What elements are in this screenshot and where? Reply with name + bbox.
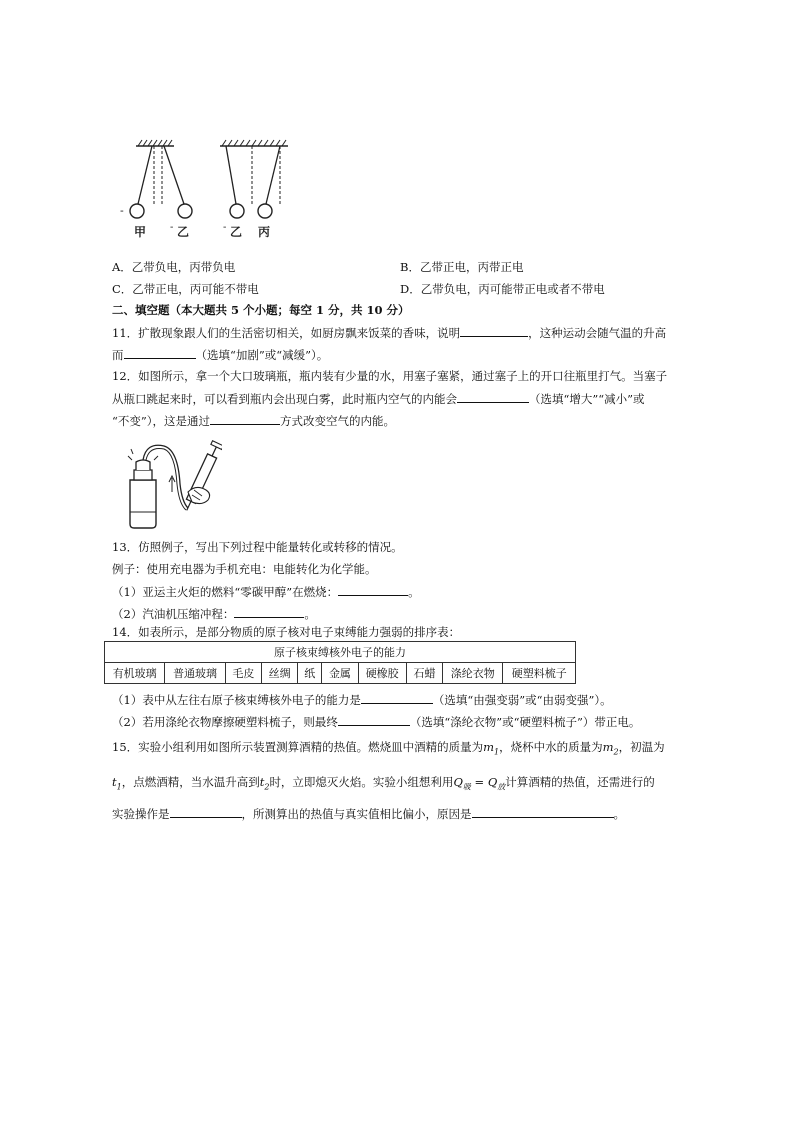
q13-item2-end: 。: [304, 607, 316, 621]
q13-item1: [112, 582, 420, 601]
q13-item2: [112, 604, 316, 623]
q15-m2: $m_2$: [602, 740, 619, 757]
table-row: [105, 663, 576, 684]
q12-line2: [112, 389, 645, 408]
section-2-title: 二、填空题（本大题共 5 个小题；每空 1 分，共 10 分）: [112, 303, 410, 317]
table-cell: 石蜡: [406, 663, 442, 684]
pendulum-label-yi-right: 乙: [230, 225, 243, 239]
table-cell: 金属: [322, 663, 358, 684]
q12-text-4: 方式改变空气的内能。: [280, 414, 396, 428]
q12-line3: [112, 411, 395, 430]
q13-item1-end: 。: [408, 585, 420, 599]
table-header: 原子核束缚核外电子的能力: [105, 642, 576, 663]
q14-item1-end: （选填“由强变弱”或“由弱变强”）。: [432, 693, 612, 707]
table-cell: 毛皮: [225, 663, 261, 684]
q15-text-9: 。: [613, 807, 625, 821]
q15-text-6: 计算酒精的热值，还需进行的: [505, 775, 655, 789]
q12-blank-1: [457, 389, 529, 403]
q11-text-2: ，这种运动会随气温的升高: [528, 326, 667, 340]
q12-text-2: （选填“增大”“减小”或: [529, 392, 645, 406]
q14-blank-1: [361, 690, 433, 704]
table-cell: 纸: [298, 663, 322, 684]
q15-t1: $t_1$: [112, 775, 122, 792]
q15-line3: [112, 804, 625, 823]
svg-text:-: -: [170, 222, 174, 233]
q11-line1: [112, 323, 666, 342]
pendulum-label-yi-left: 乙: [177, 225, 190, 239]
table-header-row: [105, 642, 576, 663]
q14-item2-end: （选填“涤纶衣物”或“硬塑料梳子”）带正电。: [409, 715, 641, 729]
q13-line1: 13．仿照例子，写出下列过程中能量转化或转移的情况。: [112, 540, 403, 554]
q15-text-4: ，点燃酒精，当水温升高到: [121, 775, 260, 789]
q15-line2: [112, 773, 655, 796]
q14-line1: 14．如表所示，是部分物质的原子核对电子束缚能力强弱的排序表：: [112, 625, 461, 639]
svg-text:-: -: [120, 204, 124, 217]
q11-text-1: 11．扩散现象跟人们的生活密切相关，如厨房飘来饭菜的香味，说明: [112, 326, 461, 340]
q15-t2: $t_2$: [259, 775, 270, 792]
table-cell: 涤纶衣物: [443, 663, 503, 684]
pendulum-figure: [110, 138, 300, 248]
q12-line1: 12．如图所示，拿一个大口玻璃瓶，瓶内装有少量的水，用塞子塞紧，通过塞子上的开口往瓶里打气。当塞子: [112, 369, 668, 383]
q13-item2-text: （2）汽油机压缩冲程：: [112, 607, 235, 621]
q11-blank-1: [460, 323, 528, 337]
q14-item2-text: （2）若用涤纶衣物摩擦硬塑料梳子，则最终: [112, 715, 338, 729]
q14-blank-2: [338, 712, 410, 726]
table-cell: 普通玻璃: [165, 663, 225, 684]
svg-text:-: -: [223, 222, 227, 233]
option-c: C．乙带正电，丙可能不带电: [112, 282, 259, 296]
q15-line1: [112, 738, 665, 761]
q15-text-1: 15．实验小组利用如图所示装置测算酒精的热值。燃烧皿中酒精的质量为: [112, 740, 484, 754]
q14-item1-text: （1）表中从左往右原子核束缚核外电子的能力是: [112, 693, 361, 707]
binding-ability-table: [104, 641, 576, 684]
q13-example: 例子：使用充电器为手机充电：电能转化为化学能。: [112, 562, 377, 576]
q15-q-released: $Q_放$: [487, 775, 506, 792]
option-b: B．乙带正电，丙带正电: [400, 260, 524, 274]
option-a: A．乙带负电，丙带负电: [112, 260, 236, 274]
pendulum-label-bing: 丙: [258, 225, 271, 239]
q15-text-7: 实验操作是: [112, 807, 170, 821]
q15-equals: =: [470, 775, 488, 789]
q13-item1-text: （1）亚运主火炬的燃料“零碳甲醇”在燃烧：: [112, 585, 339, 599]
q15-q-absorbed: $Q_吸$: [453, 775, 471, 792]
q11-text-3: 而: [112, 348, 124, 362]
q13-blank-1: [338, 582, 408, 596]
q15-text-5: 时，立即熄灭火焰。实验小组想利用: [269, 775, 454, 789]
q15-m1: $m_1$: [483, 740, 500, 757]
q13-blank-2: [234, 604, 304, 618]
option-d: D．乙带负电，丙可能带正电或者不带电: [400, 282, 605, 296]
q15-blank-2: [472, 804, 614, 818]
q11-text-4: （选填“加剧”或“减缓”）。: [195, 348, 329, 362]
q11-line2: [112, 345, 328, 364]
q15-text-2: ，烧杯中水的质量为: [499, 740, 603, 754]
q12-text-1: 从瓶口跳起来时，可以看到瓶内会出现白雾，此时瓶内空气的内能会: [112, 392, 457, 406]
q11-blank-2: [124, 345, 196, 359]
pendulum-label-jia: 甲: [134, 225, 147, 239]
bottle-pump-figure: [122, 440, 222, 532]
q15-blank-1: [170, 804, 242, 818]
q14-item2: [112, 712, 640, 731]
q12-blank-2: [210, 411, 280, 425]
q15-text-3: ，初温为: [618, 740, 665, 754]
table-cell: 硬橡胶: [358, 663, 406, 684]
q15-text-8: ，所测算出的热值与真实值相比偏小，原因是: [241, 807, 472, 821]
table-cell: 硬塑料梳子: [503, 663, 576, 684]
table-cell: 有机玻璃: [105, 663, 165, 684]
table-cell: 丝绸: [261, 663, 297, 684]
q12-text-3: “不变”），这是通过: [112, 414, 211, 428]
q14-item1: [112, 690, 612, 709]
